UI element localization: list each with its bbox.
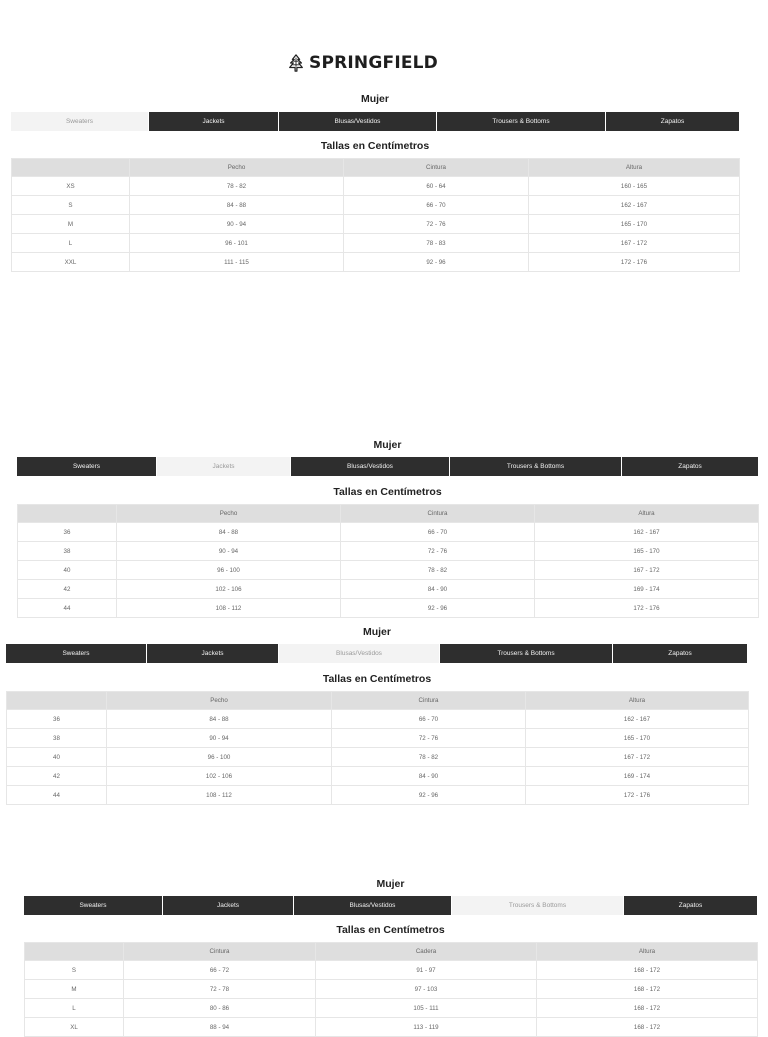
column-header: Cintura bbox=[332, 692, 526, 710]
tab-zapatos[interactable]: Zapatos bbox=[624, 896, 757, 915]
measurement-cell: 160 - 165 bbox=[529, 177, 740, 196]
tab-trousers-bottoms[interactable]: Trousers & Bottoms bbox=[450, 457, 621, 476]
measurement-cell: 88 - 94 bbox=[124, 1018, 316, 1037]
table-row bbox=[7, 786, 749, 805]
brand-name: SPRINGFIELD bbox=[309, 53, 438, 73]
table-row bbox=[18, 523, 759, 542]
table-row bbox=[25, 980, 758, 999]
size-label: 44 bbox=[18, 599, 117, 618]
size-label: XL bbox=[25, 1018, 124, 1037]
measurement-cell: 96 - 100 bbox=[107, 748, 332, 767]
tab-trousers-bottoms[interactable]: Trousers & Bottoms bbox=[437, 112, 605, 131]
tab-blusas-vestidos[interactable]: Blusas/Vestidos bbox=[294, 896, 451, 915]
table-row bbox=[12, 177, 740, 196]
measurement-cell: 96 - 100 bbox=[117, 561, 341, 580]
measurement-cell: 108 - 112 bbox=[117, 599, 341, 618]
tab-blusas-vestidos[interactable]: Blusas/Vestidos bbox=[279, 112, 436, 131]
tab-jackets[interactable]: Jackets bbox=[147, 644, 278, 663]
category-tabs bbox=[24, 896, 757, 915]
size-label: 42 bbox=[18, 580, 117, 599]
table-row bbox=[18, 561, 759, 580]
tree-icon bbox=[287, 54, 305, 72]
section-heading: Mujer bbox=[362, 626, 391, 638]
measurement-cell: 162 - 167 bbox=[529, 196, 740, 215]
column-header: Cintura bbox=[344, 159, 529, 177]
measurement-cell: 60 - 64 bbox=[344, 177, 529, 196]
measurement-cell: 78 - 82 bbox=[130, 177, 344, 196]
size-table bbox=[11, 158, 740, 272]
size-label: 38 bbox=[7, 729, 107, 748]
category-tabs bbox=[6, 644, 748, 663]
measurement-cell: 165 - 170 bbox=[529, 215, 740, 234]
measurement-cell: 66 - 70 bbox=[332, 710, 526, 729]
measurement-cell: 172 - 176 bbox=[529, 253, 740, 272]
measurement-cell: 167 - 172 bbox=[526, 748, 749, 767]
measurement-cell: 168 - 172 bbox=[537, 980, 758, 999]
measurement-cell: 90 - 94 bbox=[107, 729, 332, 748]
tab-zapatos[interactable]: Zapatos bbox=[613, 644, 747, 663]
size-label: M bbox=[12, 215, 130, 234]
size-label: 44 bbox=[7, 786, 107, 805]
measurement-cell: 92 - 96 bbox=[341, 599, 535, 618]
brand-logo[interactable] bbox=[287, 52, 438, 74]
column-header bbox=[18, 505, 117, 523]
table-row bbox=[18, 599, 759, 618]
measurement-cell: 78 - 82 bbox=[341, 561, 535, 580]
measurement-cell: 168 - 172 bbox=[537, 999, 758, 1018]
table-row bbox=[25, 999, 758, 1018]
measurement-cell: 169 - 174 bbox=[526, 767, 749, 786]
measurement-cell: 167 - 172 bbox=[529, 234, 740, 253]
tab-sweaters[interactable]: Sweaters bbox=[24, 896, 162, 915]
tab-blusas-vestidos[interactable]: Blusas/Vestidos bbox=[291, 457, 449, 476]
column-header: Pecho bbox=[107, 692, 332, 710]
size-label: 38 bbox=[18, 542, 117, 561]
measurement-cell: 165 - 170 bbox=[526, 729, 749, 748]
measurement-cell: 165 - 170 bbox=[535, 542, 759, 561]
table-row bbox=[7, 748, 749, 767]
measurement-cell: 162 - 167 bbox=[526, 710, 749, 729]
column-header: Altura bbox=[535, 505, 759, 523]
size-label: M bbox=[25, 980, 124, 999]
size-label: 42 bbox=[7, 767, 107, 786]
measurement-cell: 172 - 176 bbox=[526, 786, 749, 805]
size-label: XXL bbox=[12, 253, 130, 272]
measurement-cell: 113 - 119 bbox=[316, 1018, 537, 1037]
column-header: Pecho bbox=[117, 505, 341, 523]
size-label: 40 bbox=[18, 561, 117, 580]
category-tabs bbox=[11, 112, 739, 131]
table-title: Tallas en Centímetros bbox=[336, 924, 445, 936]
size-label: L bbox=[12, 234, 130, 253]
column-header: Cintura bbox=[124, 943, 316, 961]
measurement-cell: 105 - 111 bbox=[316, 999, 537, 1018]
tab-sweaters[interactable]: Sweaters bbox=[6, 644, 146, 663]
measurement-cell: 84 - 88 bbox=[107, 710, 332, 729]
measurement-cell: 72 - 78 bbox=[124, 980, 316, 999]
table-row bbox=[12, 253, 740, 272]
table-row bbox=[12, 234, 740, 253]
measurement-cell: 168 - 172 bbox=[537, 1018, 758, 1037]
table-row bbox=[12, 215, 740, 234]
table-header-row bbox=[25, 943, 758, 961]
tab-jackets[interactable]: Jackets bbox=[149, 112, 278, 131]
size-label: 36 bbox=[18, 523, 117, 542]
measurement-cell: 90 - 94 bbox=[130, 215, 344, 234]
measurement-cell: 84 - 90 bbox=[332, 767, 526, 786]
measurement-cell: 66 - 72 bbox=[124, 961, 316, 980]
column-header: Altura bbox=[526, 692, 749, 710]
measurement-cell: 90 - 94 bbox=[117, 542, 341, 561]
measurement-cell: 84 - 90 bbox=[341, 580, 535, 599]
size-table bbox=[6, 691, 749, 805]
measurement-cell: 72 - 76 bbox=[344, 215, 529, 234]
column-header: Pecho bbox=[130, 159, 344, 177]
measurement-cell: 169 - 174 bbox=[535, 580, 759, 599]
table-header-row bbox=[18, 505, 759, 523]
measurement-cell: 84 - 88 bbox=[117, 523, 341, 542]
measurement-cell: 92 - 96 bbox=[344, 253, 529, 272]
measurement-cell: 91 - 97 bbox=[316, 961, 537, 980]
table-row bbox=[7, 710, 749, 729]
tab-sweaters[interactable]: Sweaters bbox=[11, 112, 148, 131]
table-row bbox=[25, 961, 758, 980]
table-title: Tallas en Centímetros bbox=[320, 140, 430, 152]
column-header: Altura bbox=[529, 159, 740, 177]
tab-sweaters[interactable]: Sweaters bbox=[17, 457, 156, 476]
size-label: S bbox=[12, 196, 130, 215]
measurement-cell: 78 - 83 bbox=[344, 234, 529, 253]
measurement-cell: 111 - 115 bbox=[130, 253, 344, 272]
measurement-cell: 72 - 76 bbox=[332, 729, 526, 748]
measurement-cell: 172 - 176 bbox=[535, 599, 759, 618]
measurement-cell: 108 - 112 bbox=[107, 786, 332, 805]
measurement-cell: 66 - 70 bbox=[344, 196, 529, 215]
measurement-cell: 66 - 70 bbox=[341, 523, 535, 542]
section-heading: Mujer bbox=[360, 93, 389, 105]
tab-zapatos[interactable]: Zapatos bbox=[622, 457, 758, 476]
tab-trousers-bottoms[interactable]: Trousers & Bottoms bbox=[452, 896, 623, 915]
table-header-row bbox=[7, 692, 749, 710]
section-heading: Mujer bbox=[376, 878, 405, 890]
tab-trousers-bottoms[interactable]: Trousers & Bottoms bbox=[440, 644, 612, 663]
size-label: XS bbox=[12, 177, 130, 196]
section-heading: Mujer bbox=[373, 439, 402, 451]
table-row bbox=[18, 542, 759, 561]
table-row bbox=[18, 580, 759, 599]
measurement-cell: 72 - 76 bbox=[341, 542, 535, 561]
measurement-cell: 92 - 96 bbox=[332, 786, 526, 805]
column-header bbox=[12, 159, 130, 177]
column-header: Altura bbox=[537, 943, 758, 961]
table-title: Tallas en Centímetros bbox=[333, 486, 442, 498]
table-row bbox=[25, 1018, 758, 1037]
size-table bbox=[17, 504, 759, 618]
size-label: 36 bbox=[7, 710, 107, 729]
measurement-cell: 84 - 88 bbox=[130, 196, 344, 215]
measurement-cell: 96 - 101 bbox=[130, 234, 344, 253]
measurement-cell: 80 - 86 bbox=[124, 999, 316, 1018]
tab-blusas-vestidos[interactable]: Blusas/Vestidos bbox=[279, 644, 439, 663]
category-tabs bbox=[17, 457, 758, 476]
column-header: Cadera bbox=[316, 943, 537, 961]
column-header: Cintura bbox=[341, 505, 535, 523]
measurement-cell: 78 - 82 bbox=[332, 748, 526, 767]
table-row bbox=[7, 729, 749, 748]
tab-jackets[interactable]: Jackets bbox=[163, 896, 293, 915]
column-header bbox=[7, 692, 107, 710]
column-header bbox=[25, 943, 124, 961]
measurement-cell: 167 - 172 bbox=[535, 561, 759, 580]
size-table bbox=[24, 942, 758, 1037]
tab-jackets[interactable]: Jackets bbox=[157, 457, 290, 476]
size-label: L bbox=[25, 999, 124, 1018]
table-row bbox=[12, 196, 740, 215]
measurement-cell: 102 - 106 bbox=[107, 767, 332, 786]
measurement-cell: 168 - 172 bbox=[537, 961, 758, 980]
size-label: S bbox=[25, 961, 124, 980]
tab-zapatos[interactable]: Zapatos bbox=[606, 112, 739, 131]
table-header-row bbox=[12, 159, 740, 177]
measurement-cell: 162 - 167 bbox=[535, 523, 759, 542]
size-label: 40 bbox=[7, 748, 107, 767]
measurement-cell: 97 - 103 bbox=[316, 980, 537, 999]
table-title: Tallas en Centímetros bbox=[322, 673, 432, 685]
table-row bbox=[7, 767, 749, 786]
measurement-cell: 102 - 106 bbox=[117, 580, 341, 599]
